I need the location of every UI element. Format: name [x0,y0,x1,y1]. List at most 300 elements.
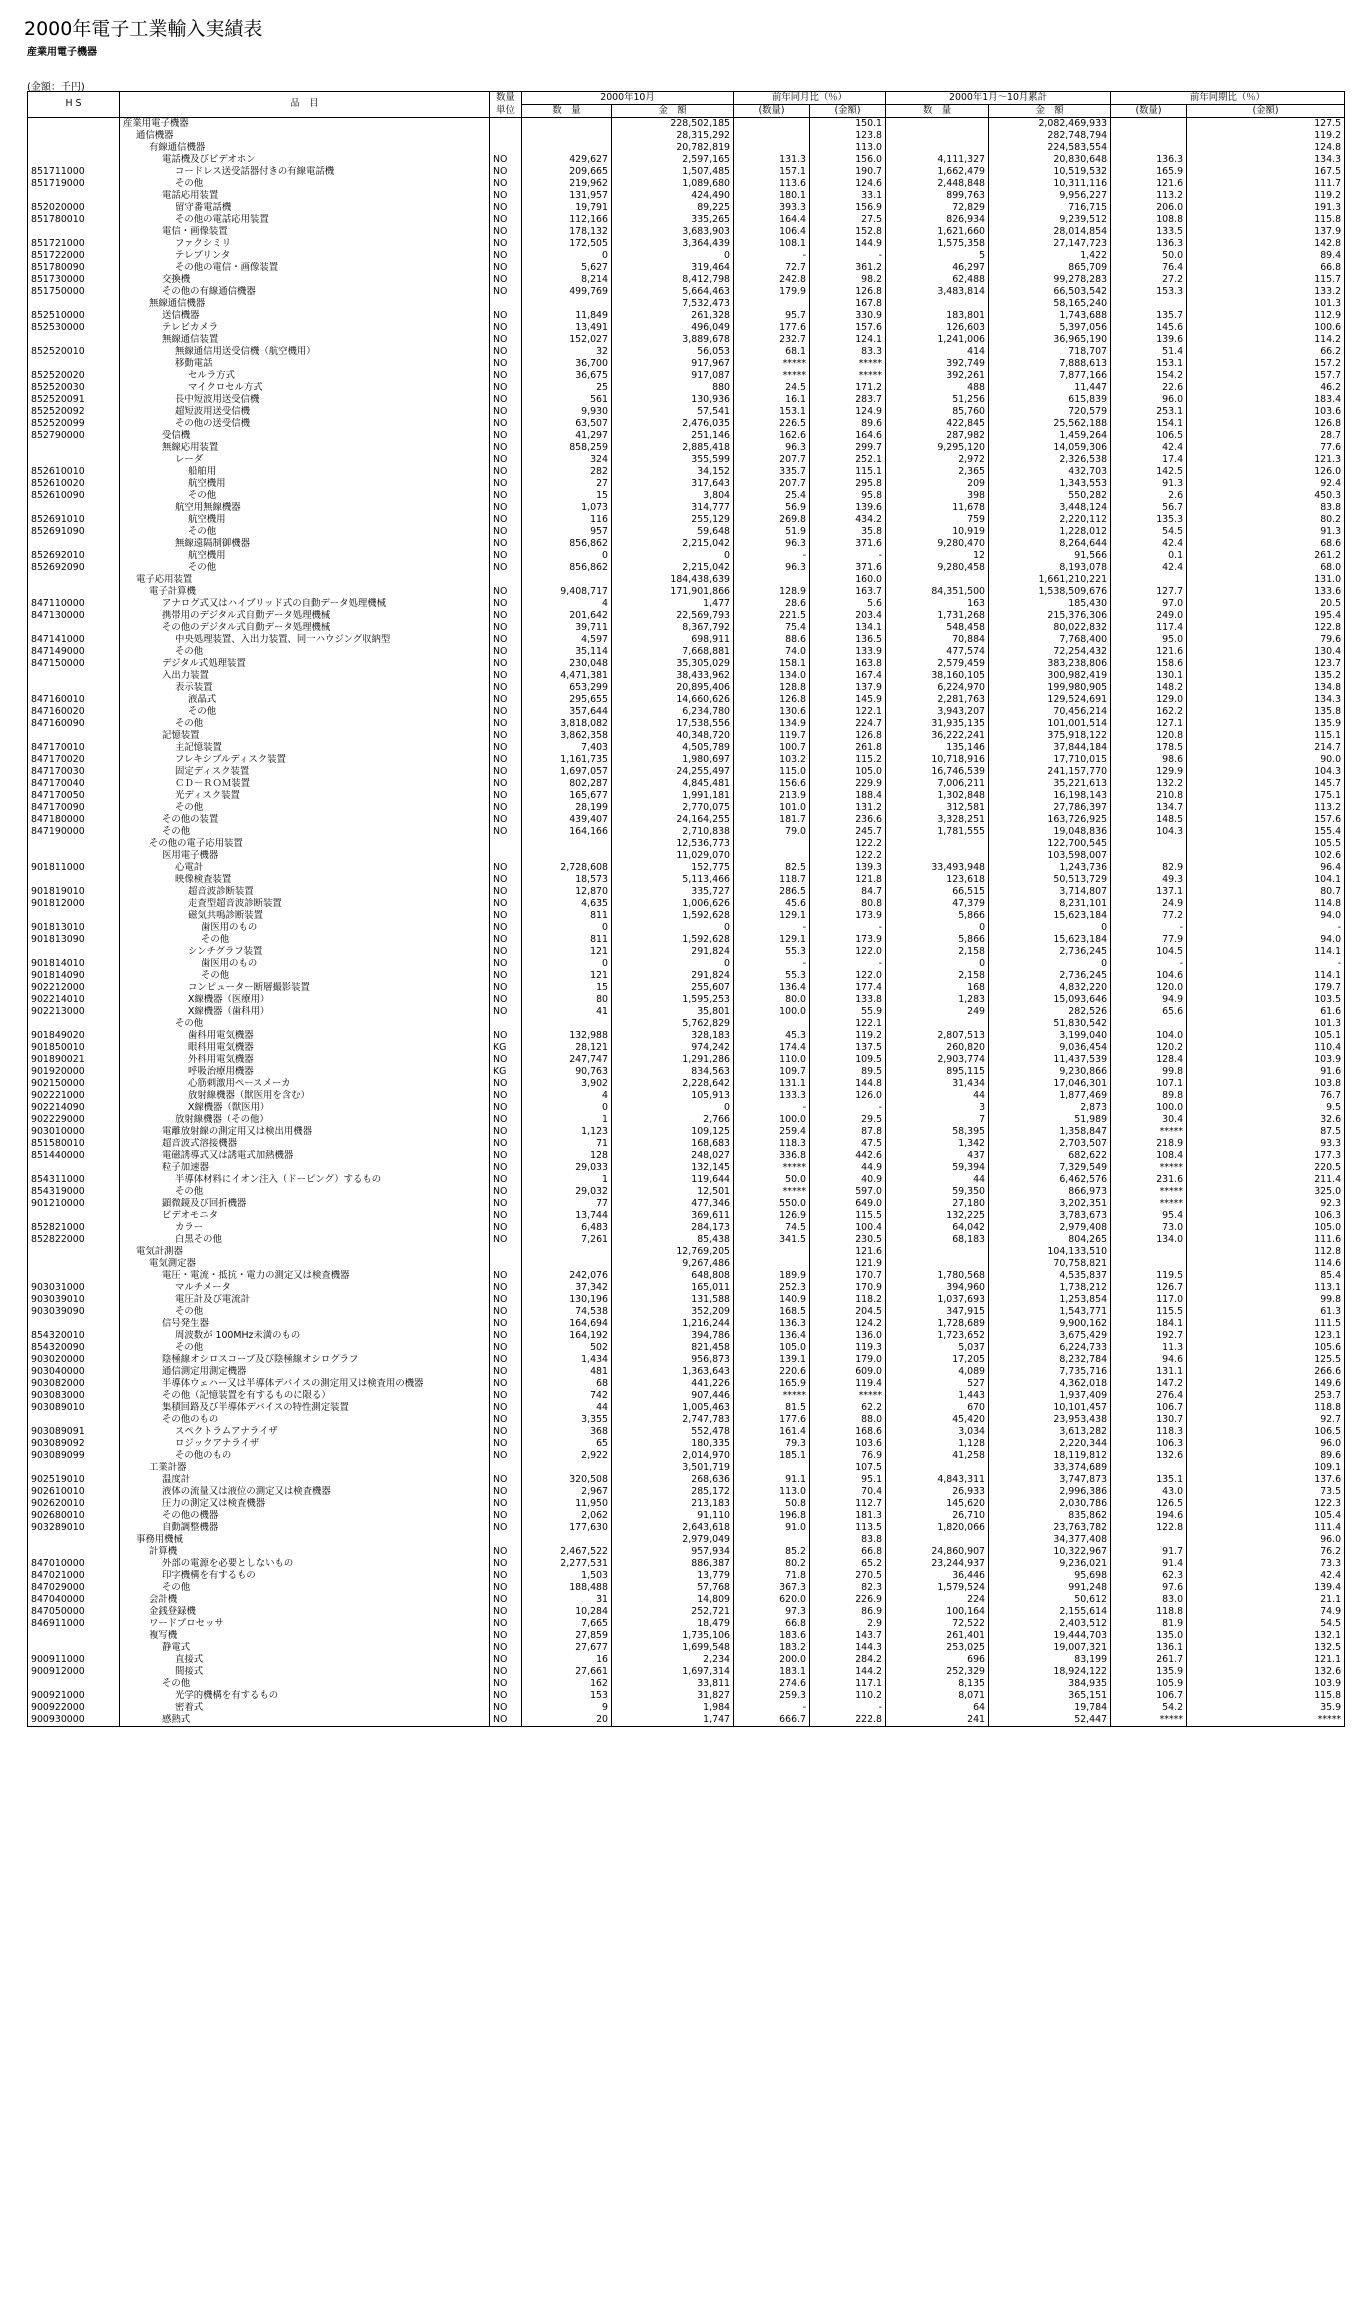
table-row [28,334,1345,346]
yoy-qty: 91.0 [734,1522,810,1534]
amount: 17,538,556 [612,718,734,730]
qty: 31 [522,1594,612,1606]
qty: 2,967 [522,1486,612,1498]
amount: 18,479 [612,1618,734,1630]
table-row [28,418,1345,430]
cum-yoy-qty: 97.0 [1111,598,1187,610]
hs-code: 847021000 [28,1570,120,1582]
cum-yoy-qty: 135.7 [1111,310,1187,322]
table-row [28,226,1345,238]
qty: 2,277,531 [522,1558,612,1570]
yoy-amount: 163.8 [810,658,886,670]
cum-yoy-amount: 145.7 [1187,778,1345,790]
cum-amount: 163,726,925 [989,814,1111,826]
cum-yoy-qty: 148.2 [1111,682,1187,694]
cum-yoy-qty: 132.2 [1111,778,1187,790]
cum-yoy-qty: 121.6 [1111,646,1187,658]
hs-code: 902610010 [28,1486,120,1498]
cum-yoy-qty: 142.5 [1111,466,1187,478]
cum-yoy-amount: 104.3 [1187,766,1345,778]
yoy-qty: 131.3 [734,154,810,166]
cum-yoy-amount: 114.2 [1187,334,1345,346]
yoy-amount: 124.9 [810,406,886,418]
item-name: 心電計 [120,862,490,874]
cum-amount: 9,236,021 [989,1558,1111,1570]
hs-code: 900922000 [28,1702,120,1714]
hs-code: 852691090 [28,526,120,538]
qty: 368 [522,1426,612,1438]
cum-yoy-amount: 94.0 [1187,910,1345,922]
cum-qty: 45,420 [886,1414,989,1426]
cum-qty: 5,037 [886,1342,989,1354]
hs-code: 847170020 [28,754,120,766]
yoy-amount: 167.4 [810,670,886,682]
amount: 228,502,185 [612,117,734,130]
hs-code: 902229000 [28,1114,120,1126]
cum-yoy-qty: 139.6 [1111,334,1187,346]
amount: 2,885,418 [612,442,734,454]
cum-yoy-qty: 128.4 [1111,1054,1187,1066]
item-name: 心筋刺激用ペースメーカ [120,1078,490,1090]
yoy-amount: 5.6 [810,598,886,610]
cum-yoy-amount: 96.4 [1187,862,1345,874]
yoy-qty: 177.6 [734,1414,810,1426]
qty: 130,196 [522,1294,612,1306]
qty: 164,192 [522,1330,612,1342]
table-row [28,142,1345,154]
cum-qty: 12 [886,550,989,562]
item-name: 外科用電気機器 [120,1054,490,1066]
cum-yoy-qty: 91.4 [1111,1558,1187,1570]
table-row [28,718,1345,730]
item-name: 集積回路及び半導体デバイスの特性測定装置 [120,1402,490,1414]
yoy-qty: 126.9 [734,1210,810,1222]
table-row [28,1450,1345,1462]
cum-qty: 527 [886,1378,989,1390]
cum-yoy-qty: 11.3 [1111,1342,1187,1354]
qty: 19,791 [522,202,612,214]
cum-amount: 804,265 [989,1234,1111,1246]
yoy-qty: 55.3 [734,946,810,958]
qty: 5,627 [522,262,612,274]
yoy-qty [734,1462,810,1474]
table-row [28,682,1345,694]
cum-yoy-amount: 123.7 [1187,658,1345,670]
cum-qty: 58,395 [886,1126,989,1138]
cum-yoy-qty: 83.0 [1111,1594,1187,1606]
cum-yoy-amount: 130.4 [1187,646,1345,658]
yoy-qty: 162.6 [734,430,810,442]
unit: NO [490,382,522,394]
yoy-qty: 129.1 [734,910,810,922]
table-row [28,1138,1345,1150]
unit: NO [490,1030,522,1042]
yoy-qty: 134.9 [734,718,810,730]
item-name: ワードプロセッサ [120,1618,490,1630]
cum-qty: 3,483,814 [886,286,989,298]
qty: 1,123 [522,1126,612,1138]
unit [490,298,522,310]
amount: 168,683 [612,1138,734,1150]
table-row [28,922,1345,934]
cum-yoy-amount: 91.3 [1187,526,1345,538]
unit: NO [490,1114,522,1126]
cum-amount: 23,953,438 [989,1414,1111,1426]
unit: NO [490,1366,522,1378]
cum-yoy-qty: 76.4 [1111,262,1187,274]
amount: 24,255,497 [612,766,734,778]
cum-yoy-qty: 136.3 [1111,238,1187,250]
cum-yoy-qty: 194.6 [1111,1510,1187,1522]
unit: NO [490,1510,522,1522]
amount: 34,152 [612,466,734,478]
unit: NO [490,334,522,346]
yoy-amount: 139.3 [810,862,886,874]
amount: 7,532,473 [612,298,734,310]
table-row [28,526,1345,538]
hs-code: 901890021 [28,1054,120,1066]
unit: NO [490,1546,522,1558]
cum-qty-header: 数 量 [886,104,989,117]
cum-yoy-qty: 104.3 [1111,826,1187,838]
yoy-amount: 167.8 [810,298,886,310]
yoy-amount: 144.3 [810,1642,886,1654]
unit: NO [490,1642,522,1654]
cum-amount: 2,155,614 [989,1606,1111,1618]
unit: NO [490,1090,522,1102]
cum-yoy-amt-header: (金額) [1187,104,1345,117]
yoy-qty: 153.1 [734,406,810,418]
yoy-qty [734,1534,810,1546]
cum-amount: 835,862 [989,1510,1111,1522]
yoy-amount: 442.6 [810,1150,886,1162]
item-name: ビデオモニタ [120,1210,490,1222]
hs-code: 851780010 [28,214,120,226]
cum-yoy-qty [1111,1534,1187,1546]
yoy-amount: 133.8 [810,994,886,1006]
qty: 856,862 [522,538,612,550]
cum-amount: 36,965,190 [989,334,1111,346]
cum-qty: 10,919 [886,526,989,538]
yoy-qty: 97.3 [734,1606,810,1618]
table-row [28,1018,1345,1030]
qty: 20 [522,1714,612,1727]
item-name: 信号発生器 [120,1318,490,1330]
table-row [28,286,1345,298]
cum-yoy-amount: 89.6 [1187,1450,1345,1462]
cum-amount: 72,254,432 [989,646,1111,658]
amount: 2,747,783 [612,1414,734,1426]
yoy-amount: 109.5 [810,1054,886,1066]
cum-qty: 826,934 [886,214,989,226]
amount: 6,234,780 [612,706,734,718]
hs-code: 901812000 [28,898,120,910]
yoy-qty: 113.6 [734,178,810,190]
item-name: 通信機器 [120,130,490,142]
cum-yoy-amount: 92.7 [1187,1414,1345,1426]
cum-qty: 163 [886,598,989,610]
table-row [28,1282,1345,1294]
cum-amount: 720,579 [989,406,1111,418]
amount: 268,636 [612,1474,734,1486]
item-name: その他の電話応用装置 [120,214,490,226]
amount: 5,762,829 [612,1018,734,1030]
amount: 698,911 [612,634,734,646]
cum-yoy-amount: 61.6 [1187,1006,1345,1018]
amount: 14,660,626 [612,694,734,706]
cum-amount: 17,046,301 [989,1078,1111,1090]
unit [490,1462,522,1474]
cum-qty: 145,620 [886,1498,989,1510]
yoy-qty: 252.3 [734,1282,810,1294]
cum-yoy-amount: 100.6 [1187,322,1345,334]
cum-amount: 91,566 [989,550,1111,562]
yoy-qty: 95.7 [734,310,810,322]
table-row [28,1006,1345,1018]
qty [522,1258,612,1270]
hs-code: 847170090 [28,802,120,814]
cum-qty: 0 [886,958,989,970]
table-row [28,802,1345,814]
amount: 2,770,075 [612,802,734,814]
cum-yoy-qty: ***** [1111,1162,1187,1174]
cum-yoy-amount: 115.7 [1187,274,1345,286]
item-name: その他 [120,1582,490,1594]
qty: 742 [522,1390,612,1402]
unit: NO [490,1570,522,1582]
item-name: 留守番電話機 [120,202,490,214]
cum-yoy-amount: 119.2 [1187,130,1345,142]
cum-qty: 1,723,652 [886,1330,989,1342]
amount: 477,346 [612,1198,734,1210]
item-name: 医用電子機器 [120,850,490,862]
cum-yoy-qty: ***** [1111,1186,1187,1198]
yoy-amount: 119.2 [810,1030,886,1042]
cum-yoy-amount: 325.0 [1187,1186,1345,1198]
qty: 74,538 [522,1306,612,1318]
item-name: 歯医用のもの [120,922,490,934]
item-name: 間接式 [120,1666,490,1678]
cum-yoy-qty: 154.2 [1111,370,1187,382]
cum-qty: 31,935,135 [886,718,989,730]
cum-amount: 7,888,613 [989,358,1111,370]
cum-yoy-amount: 126.8 [1187,418,1345,430]
item-name: 長中短波用送受信機 [120,394,490,406]
table-row [28,1078,1345,1090]
cum-yoy-amount: 54.5 [1187,1618,1345,1630]
yoy-qty: 56.9 [734,502,810,514]
yoy-amount: 65.2 [810,1558,886,1570]
yoy-qty: 140.9 [734,1294,810,1306]
cum-qty: 2,579,459 [886,658,989,670]
table-row [28,598,1345,610]
cum-amount: 1,459,264 [989,430,1111,442]
hs-code: 851722000 [28,250,120,262]
yoy-amount: 100.4 [810,1222,886,1234]
qty: 0 [522,922,612,934]
amount: 261,328 [612,310,734,322]
yoy-amount: 181.3 [810,1510,886,1522]
unit: NO [490,982,522,994]
table-row [28,117,1345,130]
cum-qty: 2,972 [886,454,989,466]
hs-code: 847040000 [28,1594,120,1606]
unit: NO [490,1654,522,1666]
item-name: 無線応用装置 [120,442,490,454]
cum-amount: 375,918,122 [989,730,1111,742]
cum-yoy-amount: 133.2 [1187,286,1345,298]
cum-yoy-amount: 115.8 [1187,1690,1345,1702]
cum-amount: 282,748,794 [989,130,1111,142]
cum-yoy-amount: 157.7 [1187,370,1345,382]
table-row [28,1246,1345,1258]
yoy-qty: 367.3 [734,1582,810,1594]
cum-yoy-qty: 97.6 [1111,1582,1187,1594]
cum-yoy-amount: 126.0 [1187,466,1345,478]
cum-amount: 11,437,539 [989,1054,1111,1066]
yoy-amount: 144.9 [810,238,886,250]
cum-qty [886,838,989,850]
yoy-amount: 86.9 [810,1606,886,1618]
cum-qty: 899,763 [886,190,989,202]
item-name: 放射線機器（その他） [120,1114,490,1126]
unit: NO [490,1630,522,1642]
cum-qty: 253,025 [886,1642,989,1654]
unit: NO [490,1522,522,1534]
hs-code: 854320010 [28,1330,120,1342]
cum-qty: 7,006,211 [886,778,989,790]
unit: NO [490,190,522,202]
cum-amount: 1,661,210,221 [989,574,1111,586]
cum-qty: 68,183 [886,1234,989,1246]
qty-header: 数 量 [522,104,612,117]
cum-yoy-qty: 51.4 [1111,346,1187,358]
hs-code: 847170050 [28,790,120,802]
cum-qty: 59,394 [886,1162,989,1174]
yoy-qty: 666.7 [734,1714,810,1727]
cum-amount: 1,243,736 [989,862,1111,874]
yoy-amount: 123.8 [810,130,886,142]
cum-amount: 383,238,806 [989,658,1111,670]
cum-qty: 9,280,470 [886,538,989,550]
unit: NO [490,406,522,418]
cum-qty: 1,728,689 [886,1318,989,1330]
unit-header: 単位 [490,104,522,117]
cum-amount: 7,735,716 [989,1366,1111,1378]
amount: 821,458 [612,1342,734,1354]
item-name: 電話応用装置 [120,190,490,202]
cum-qty: 10,718,916 [886,754,989,766]
cum-qty: 135,146 [886,742,989,754]
yoy-qty: 74.5 [734,1222,810,1234]
unit: NO [490,1582,522,1594]
cum-amount: 8,232,784 [989,1354,1111,1366]
yoy-amount: 29.5 [810,1114,886,1126]
cum-amount: 185,430 [989,598,1111,610]
cum-yoy-amount: 106.3 [1187,1210,1345,1222]
unit: NO [490,490,522,502]
unit: NO [490,1126,522,1138]
qty: 357,644 [522,706,612,718]
item-name: 走査型超音波診断装置 [120,898,490,910]
amount: 2,643,618 [612,1522,734,1534]
yoy-qty [734,1018,810,1030]
cum-amount: 1,877,469 [989,1090,1111,1102]
yoy-amount: 131.2 [810,802,886,814]
cum-qty: 46,297 [886,262,989,274]
yoy-qty: 79.0 [734,826,810,838]
qty: 247,747 [522,1054,612,1066]
item-name: 感熱式 [120,1714,490,1727]
amount: 3,683,903 [612,226,734,238]
qty: 152,027 [522,334,612,346]
amount: 56,053 [612,346,734,358]
cum-amount: 1,743,688 [989,310,1111,322]
qty: 11,950 [522,1498,612,1510]
yoy-qty: 66.8 [734,1618,810,1630]
cum-amount: 27,786,397 [989,802,1111,814]
item-name: その他 [120,490,490,502]
table-row [28,1066,1345,1078]
qty: 4,597 [522,634,612,646]
item-name: 有線通信機器 [120,142,490,154]
yoy-qty: - [734,1702,810,1714]
yoy-amount: 103.6 [810,1438,886,1450]
item-name: 船舶用 [120,466,490,478]
cum-yoy-amount: 111.7 [1187,178,1345,190]
item-name: その他のデジタル式自動データ処理機械 [120,622,490,634]
cum-yoy-qty: 49.3 [1111,874,1187,886]
yoy-qty: 100.7 [734,742,810,754]
table-row [28,346,1345,358]
hs-code: 847149000 [28,646,120,658]
item-name: セルラ方式 [120,370,490,382]
table-body [28,117,1345,1726]
amount: 130,936 [612,394,734,406]
cum-amount: 1,253,854 [989,1294,1111,1306]
yoy-amount: 118.2 [810,1294,886,1306]
hs-code [28,838,120,850]
hs-code [28,1630,120,1642]
cum-amount: 10,322,967 [989,1546,1111,1558]
hs-code: 847110000 [28,598,120,610]
unit: NO [490,1390,522,1402]
hs-code: 901849020 [28,1030,120,1042]
unit: NO [490,1342,522,1354]
amount: 1,980,697 [612,754,734,766]
table-row [28,274,1345,286]
qty: 41 [522,1006,612,1018]
table-row [28,1474,1345,1486]
yoy-amount: 144.8 [810,1078,886,1090]
yoy-qty: 259.3 [734,1690,810,1702]
table-row [28,1414,1345,1426]
cum-qty: 4,843,311 [886,1474,989,1486]
table-row [28,454,1345,466]
hs-code [28,1246,120,1258]
cum-yoy-qty: 261.7 [1111,1654,1187,1666]
cum-yoy-qty: 127.7 [1111,586,1187,598]
yoy-qty: ***** [734,1390,810,1402]
yoy-qty: 161.4 [734,1426,810,1438]
amount: 12,769,205 [612,1246,734,1258]
hs-code: 903031000 [28,1282,120,1294]
yoy-amount: 144.2 [810,1666,886,1678]
cum-yoy-amount: 103.8 [1187,1078,1345,1090]
cum-qty: 47,379 [886,898,989,910]
hs-code: 902150000 [28,1078,120,1090]
period-oct-header: 2000年10月 [522,92,734,105]
